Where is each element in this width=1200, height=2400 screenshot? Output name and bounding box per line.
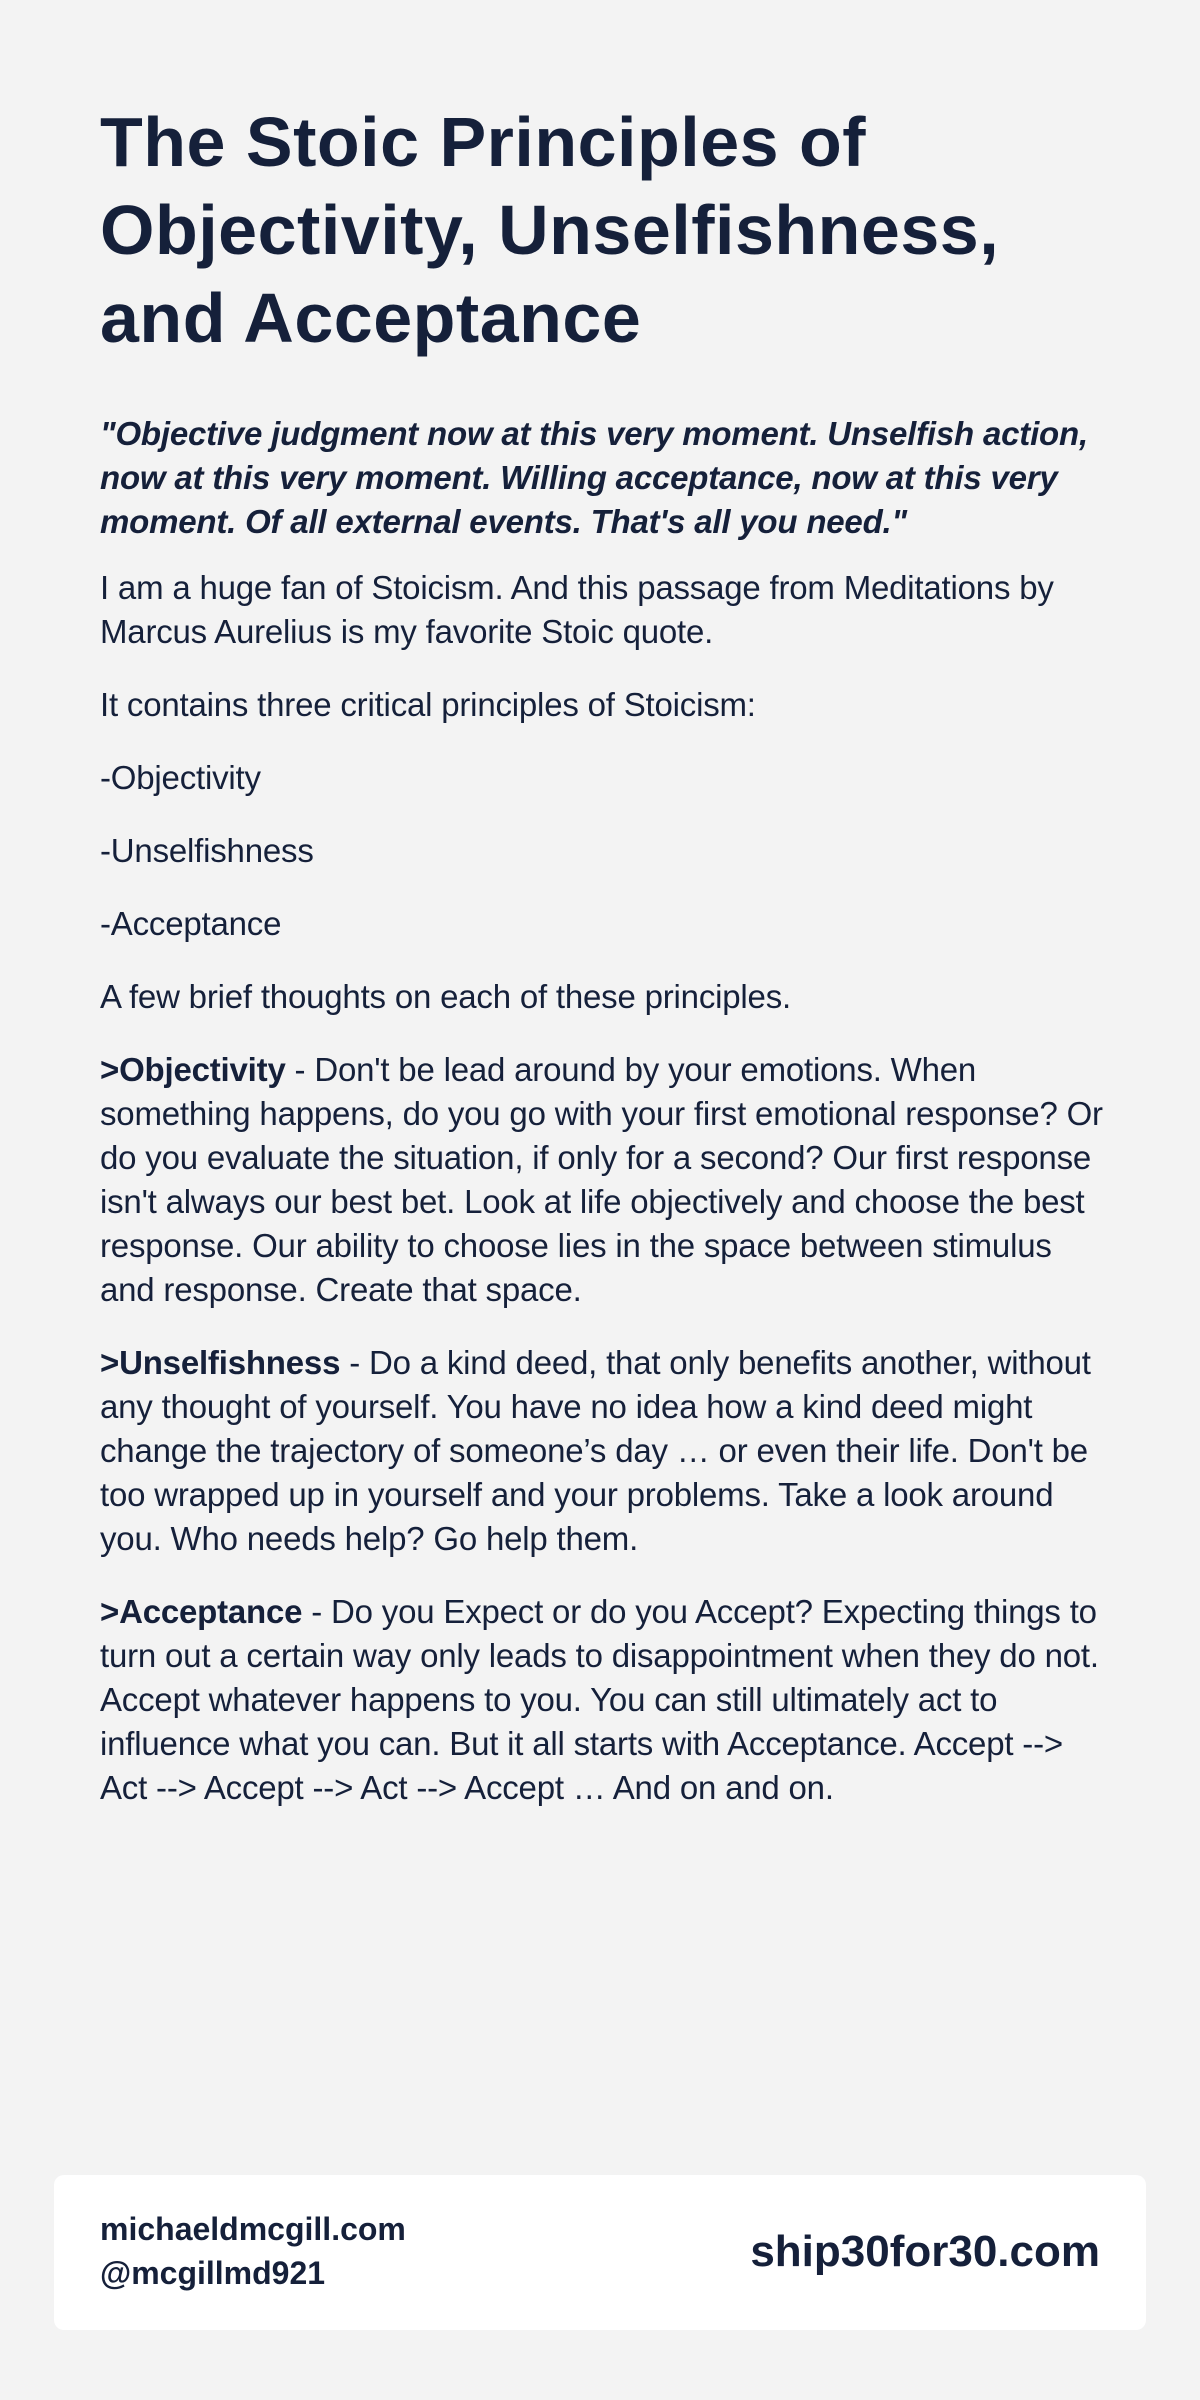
article [100,98,1110,1839]
section-text: - Don't be lead around by your emotions. When something happens, do you go with your first emotional response? Or do you evaluate the situation, if only for a second? Our first response isn't always our best bet. Look at life objectively and choose the best response. Our ability to choose lies in the space between stimulus and response. Create that space. [100,1051,1103,1308]
footer-card [54,2175,1146,2330]
section-text: - Do a kind deed, that only benefits another, without any thought of yourself. You have no idea how a kind deed might change the trajectory of someone’s day … or even their life. Don't be too wrapped up in yourself and your problems. Take a look around you. Who needs help? Go help them. [100,1344,1091,1557]
section-objectivity [100,1048,1110,1312]
section-heading: >Unselfishness [100,1344,341,1381]
author-info [100,2207,406,2295]
section-unselfishness [100,1341,1110,1561]
brand-link: ship30for30.com [750,2227,1100,2276]
intro-paragraph: I am a huge fan of Stoicism. And this passage from Meditations by Marcus Aurelius is my favorite Stoic quote. [100,569,1054,650]
author-website: michaeldmcgill.com [100,2211,406,2247]
section-acceptance [100,1590,1110,1810]
list-item: -Objectivity [100,759,261,796]
page-title: The Stoic Principles of Objectivity, Unselfishness, and Acceptance [100,103,1000,357]
section-heading: >Acceptance [100,1593,303,1630]
author-handle: @mcgillmd921 [100,2255,326,2291]
section-heading: >Objectivity [100,1051,286,1088]
quote: "Objective judgment now at this very moment. Unselfish action, now at this very moment. Willing acceptance, now at this very moment. Of all external events. That's all you need." [100,415,1088,540]
list-item: -Unselfishness [100,832,314,869]
list-item: -Acceptance [100,905,282,942]
contains-paragraph: It contains three critical principles of Stoicism: [100,686,756,723]
section-text: - Do you Expect or do you Accept? Expecting things to turn out a certain way only leads to disappointment when they do not. Accept whatever happens to you. You can still ultimately act to influence what you can. But it all starts with Acceptance. Accept --> Act --> Accept --> Act --> Accept … And on and on. [100,1593,1099,1806]
brief-paragraph: A few brief thoughts on each of these principles. [100,978,791,1015]
